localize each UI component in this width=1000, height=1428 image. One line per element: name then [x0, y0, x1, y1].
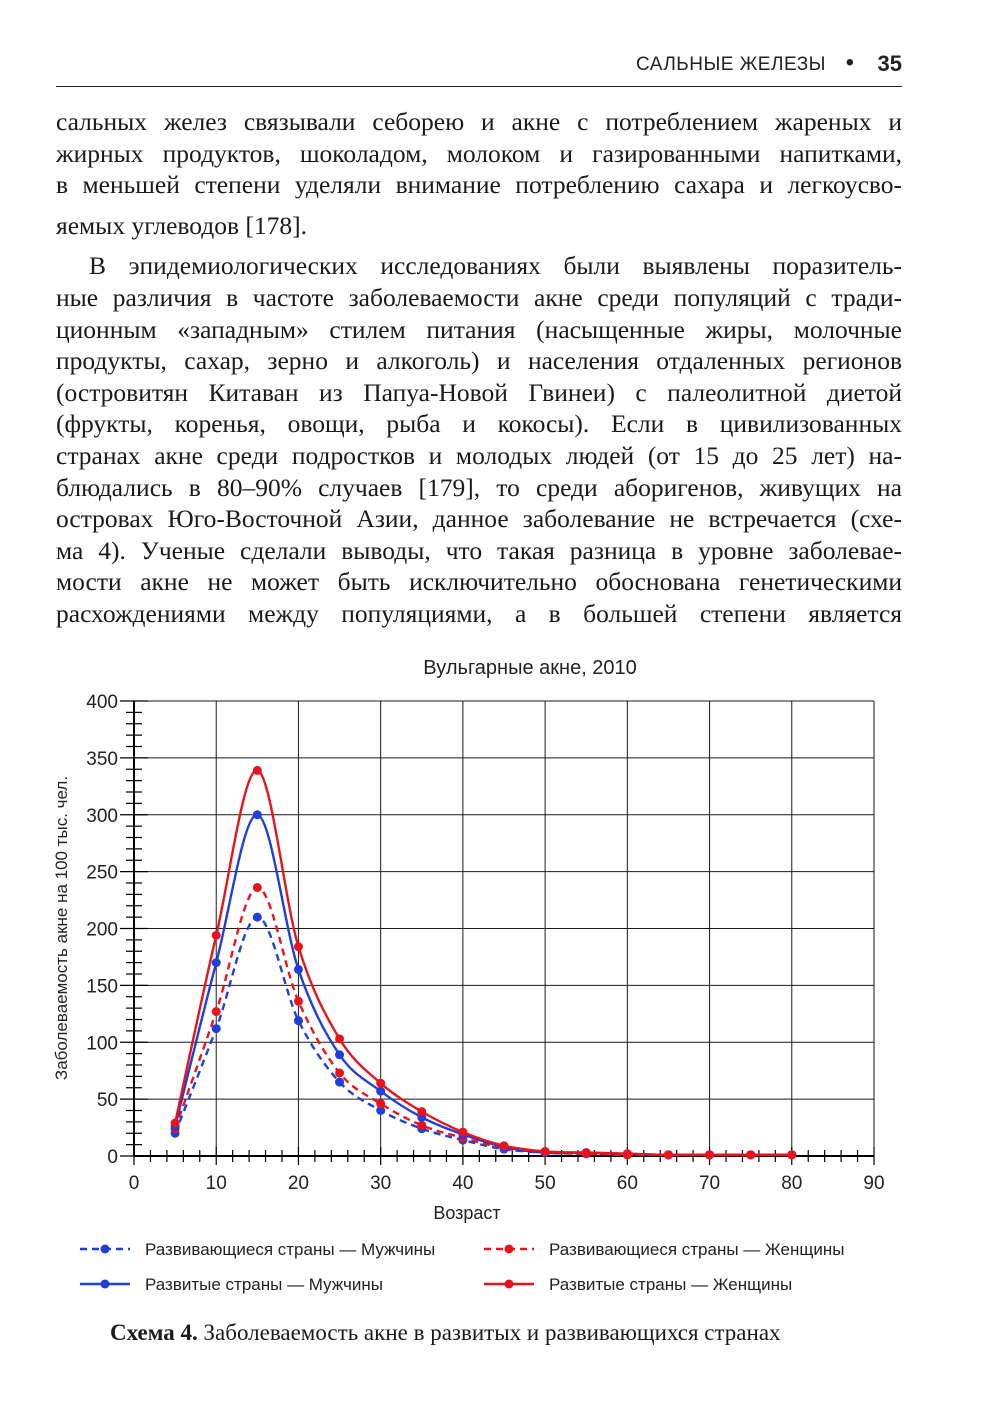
- legend-label: Развивающиеся страны — Мужчины: [145, 1240, 436, 1259]
- paragraph: В эпидемиологических исследованиях были выявлены поразитель- ные различия в частоте заболеваемости акне среди популяций с тради- ционным «западным» стилем питания (насыщенные жиры, молочные продукты, сахар, зерно и алкоголь) и населения отдаленных регионов (островитян Китаван из Папуа-Новой Гвинеи) с палеолитной диетой (фрукты, коренья, овощи, рыба и кокосы). Если в цивилизованных странах акне среди подростков и молодых людей (от 15 до 25 лет) на- блюдались в 80–90% случаев [179], то среди аборигенов, живущих на островах Юго-Восточной Азии, данное заболевание не встречается (схе- ма 4). Ученые сделали выводы, что такая разница в уровне заболевае- мости акне не может быть исключительно обоснована генетическими расхождениями между популяциями, а в большей степени является: [56, 251, 902, 628]
- data-point: [335, 1078, 344, 1087]
- chart-title: Вульгарные акне, 2010: [423, 657, 637, 679]
- data-point: [787, 1150, 796, 1159]
- data-point: [294, 997, 303, 1006]
- y-tick-label: 300: [86, 805, 118, 827]
- series-line: [175, 815, 792, 1155]
- page-number: 35: [877, 51, 902, 76]
- legend-label: Развивающиеся страны — Женщины: [549, 1240, 845, 1259]
- series-line: [175, 917, 792, 1155]
- data-point: [212, 1007, 221, 1016]
- data-point: [664, 1150, 673, 1159]
- caption-label: Схема 4.: [110, 1320, 198, 1345]
- y-tick-label: 100: [86, 1033, 118, 1055]
- x-tick-label: 80: [781, 1173, 803, 1194]
- y-tick-label: 200: [86, 919, 118, 941]
- data-point: [294, 1016, 303, 1025]
- data-point: [500, 1141, 509, 1150]
- data-point: [212, 1024, 221, 1033]
- y-tick-label: 400: [86, 692, 118, 713]
- x-tick-label: 70: [698, 1173, 721, 1194]
- data-point: [212, 958, 221, 967]
- figure-caption: [110, 1320, 910, 1346]
- legend-marker: [505, 1245, 514, 1254]
- data-point: [253, 766, 262, 775]
- data-point: [376, 1099, 385, 1108]
- data-point: [253, 883, 262, 892]
- series-line: [175, 770, 792, 1155]
- data-point: [623, 1149, 632, 1158]
- y-tick-label: 150: [86, 976, 118, 998]
- paragraph: сальных желез связывали себорею и акне с потреблением жареных и жирных продуктов, шоколадом, молоком и газированными напитками, в меньшей степени уделяли внимание потреблению сахара и легкоусво-: [56, 107, 902, 200]
- chart-legend: [80, 1240, 844, 1294]
- x-tick-label: 90: [863, 1173, 885, 1194]
- caption-text: Заболеваемость акне в развитых и развивающихся странах: [197, 1320, 781, 1345]
- data-point: [458, 1128, 467, 1137]
- data-point: [171, 1119, 180, 1128]
- legend-item: [484, 1240, 844, 1259]
- data-point: [417, 1121, 426, 1130]
- data-point: [253, 913, 262, 922]
- body-text: [56, 106, 902, 630]
- y-tick-label: 350: [86, 748, 118, 770]
- data-point: [253, 810, 262, 819]
- y-tick-label: 250: [86, 862, 118, 884]
- data-point: [294, 965, 303, 974]
- x-tick-label: 50: [534, 1173, 556, 1194]
- x-tick-label: 20: [287, 1173, 310, 1194]
- chart-axes: [86, 692, 884, 1194]
- legend-item: [80, 1275, 383, 1294]
- data-point: [212, 931, 221, 940]
- data-point: [705, 1150, 714, 1159]
- data-point: [335, 1034, 344, 1043]
- data-point: [417, 1107, 426, 1116]
- legend-marker: [101, 1280, 110, 1289]
- series-line: [175, 888, 792, 1155]
- bullet-separator: •: [845, 49, 854, 76]
- x-tick-label: 60: [616, 1173, 638, 1194]
- chart-series: [171, 766, 797, 1159]
- x-tick-label: 0: [128, 1173, 140, 1194]
- paragraph-line: яемых углеводов [178].: [56, 210, 308, 240]
- y-tick-label: 0: [107, 1147, 118, 1168]
- data-point: [335, 1068, 344, 1077]
- data-point: [376, 1079, 385, 1088]
- legend-marker: [505, 1280, 514, 1289]
- legend-marker: [101, 1245, 110, 1254]
- section-title: САЛЬНЫЕ ЖЕЛЕЗЫ: [635, 54, 826, 75]
- legend-item: [484, 1275, 792, 1294]
- y-axis-label: Заболеваемость акне на 100 тыс. чел.: [52, 775, 71, 1081]
- x-tick-label: 40: [452, 1173, 474, 1194]
- data-point: [335, 1050, 344, 1059]
- y-tick-label: 50: [96, 1090, 118, 1112]
- data-point: [582, 1148, 591, 1157]
- x-tick-label: 10: [205, 1173, 227, 1194]
- running-head: [56, 44, 902, 87]
- data-point: [541, 1147, 550, 1156]
- chart-grid: [134, 701, 874, 1156]
- acne-incidence-chart: [0, 640, 1000, 1310]
- legend-item: [80, 1240, 435, 1259]
- x-tick-label: 30: [370, 1173, 392, 1194]
- x-axis-label: Возраст: [433, 1203, 501, 1223]
- data-point: [746, 1150, 755, 1159]
- data-point: [376, 1087, 385, 1096]
- data-point: [294, 942, 303, 951]
- legend-label: Развитые страны — Мужчины: [145, 1275, 383, 1294]
- legend-label: Развитые страны — Женщины: [549, 1275, 793, 1294]
